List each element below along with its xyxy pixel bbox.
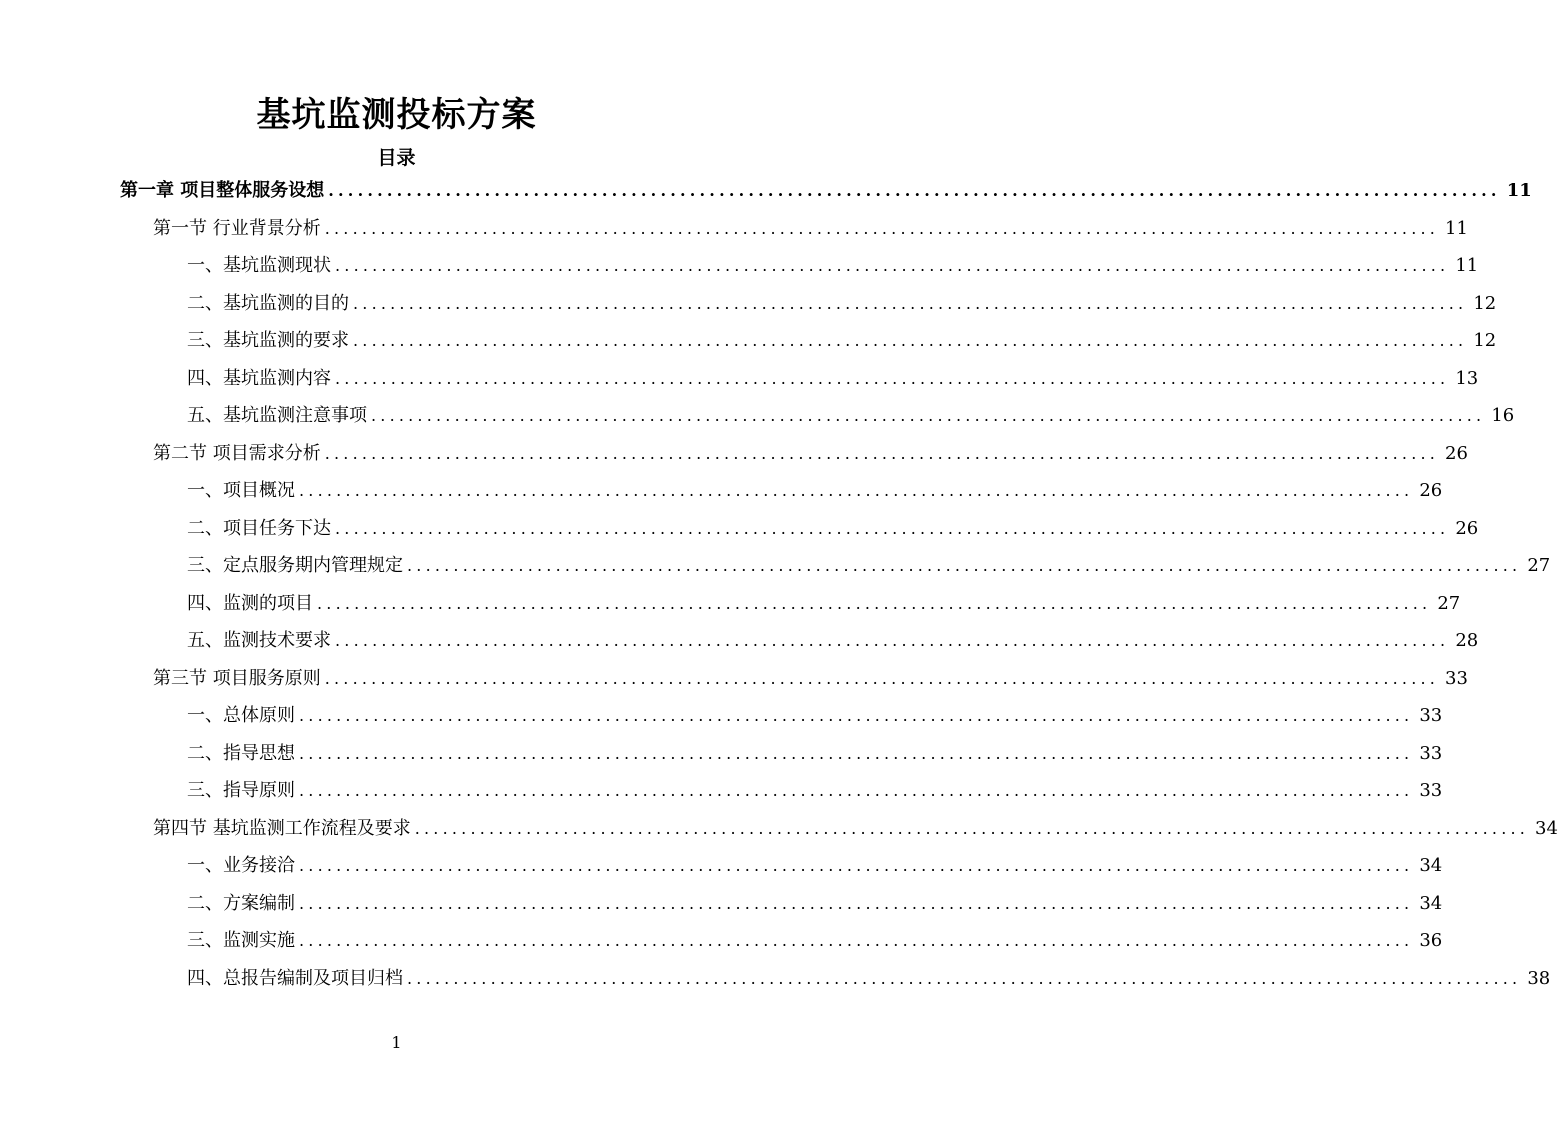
toc-entry[interactable] [187, 850, 1443, 882]
toc-entry[interactable] [187, 625, 1479, 657]
toc-entry-label: 四、总报告编制及项目归档 [187, 967, 403, 989]
toc-dot-leader: ........................................................................................................................ [335, 518, 1450, 538]
toc-entry-label: 五、基坑监测注意事项 [187, 405, 367, 426]
toc-entry-label: 一、基坑监测现状 [187, 255, 331, 276]
toc-entry[interactable] [187, 963, 1551, 995]
toc-dot-leader: ........................................................................................................................ [335, 631, 1450, 650]
toc-entry-label: 一、业务接洽 [187, 855, 295, 876]
toc-dot-leader: ........................................................................................................................ [371, 406, 1486, 425]
toc-entry[interactable] [187, 513, 1479, 545]
toc-dot-leader: ........................................................................................................................ [299, 931, 1414, 950]
toc-entry[interactable] [153, 813, 1558, 845]
toc-entry-page: 34 [1419, 892, 1443, 914]
toc-entry-page: 27 [1527, 555, 1551, 576]
toc-dot-leader: ........................................................................................................................ [414, 818, 1530, 838]
toc-dot-leader: ........................................................................................................................ [299, 893, 1414, 913]
toc-entry-label: 一、项目概况 [187, 480, 295, 501]
toc-entry-label: 二、方案编制 [187, 892, 295, 914]
toc-dot-leader: ........................................................................................................................ [299, 481, 1414, 500]
toc-entry-label: 二、基坑监测的目的 [187, 292, 349, 314]
toc-entry[interactable] [187, 250, 1479, 282]
page-title: 基坑监测投标方案 [256, 95, 537, 135]
toc-dot-leader: ........................................................................................................................ [328, 181, 1501, 200]
toc-entry-label: 第一节 行业背景分析 [153, 217, 321, 239]
toc-entry[interactable] [187, 888, 1443, 920]
toc-entry-page: 38 [1527, 967, 1551, 989]
toc-entry-page: 33 [1419, 705, 1443, 726]
toc-entry-label: 五、监测技术要求 [187, 630, 331, 651]
toc-entry-page: 28 [1455, 630, 1479, 651]
toc-entry-label: 二、项目任务下达 [187, 517, 331, 539]
toc-dot-leader: ........................................................................................................................ [335, 368, 1450, 388]
toc-entry-page: 16 [1491, 405, 1515, 426]
toc-dot-leader: ........................................................................................................................ [324, 443, 1440, 463]
toc-entry-label: 三、指导原则 [187, 780, 295, 801]
toc-entry-label: 一、总体原则 [187, 705, 295, 726]
toc-entry[interactable] [187, 475, 1443, 507]
toc-entry-label: 二、指导思想 [187, 742, 295, 764]
toc-dot-leader: ........................................................................................................................ [407, 968, 1522, 988]
toc-entry[interactable] [153, 438, 1468, 470]
toc-entry-label: 第四节 基坑监测工作流程及要求 [153, 817, 411, 839]
toc-entry-label: 第一章 项目整体服务设想 [120, 180, 325, 201]
toc-entry-label: 三、基坑监测的要求 [187, 330, 349, 351]
toc-entry-label: 四、监测的项目 [187, 592, 313, 614]
toc-entry[interactable] [187, 775, 1443, 807]
toc-dot-leader: ........................................................................................................................ [299, 706, 1414, 725]
toc-entry[interactable] [187, 288, 1497, 320]
toc-entry-label: 四、基坑监测内容 [187, 367, 331, 389]
toc-dot-leader: ........................................................................................................................ [299, 743, 1414, 763]
toc-entry-label: 第三节 项目服务原则 [153, 667, 321, 689]
toc-entry[interactable] [187, 363, 1479, 395]
toc-dot-leader: ........................................................................................................................ [407, 556, 1522, 575]
toc-dot-leader: ........................................................................................................................ [353, 293, 1468, 313]
toc-entry-page: 11 [1445, 217, 1468, 239]
toc-entry-page: 11 [1455, 255, 1479, 276]
toc-dot-leader: ........................................................................................................................ [299, 856, 1414, 875]
toc-entry[interactable] [187, 400, 1515, 432]
toc-entry-page: 12 [1473, 330, 1497, 351]
toc-heading: 目录 [377, 147, 416, 169]
toc-dot-leader: ........................................................................................................................ [335, 256, 1450, 275]
toc-entry-label: 第二节 项目需求分析 [153, 442, 321, 464]
toc-entry-label: 三、定点服务期内管理规定 [187, 555, 403, 576]
toc-entry[interactable] [153, 213, 1468, 245]
toc-entry-page: 27 [1437, 592, 1461, 614]
toc-entry-label: 三、监测实施 [187, 930, 295, 951]
toc-entry-page: 11 [1506, 180, 1532, 201]
toc-entry-page: 34 [1419, 855, 1443, 876]
toc-dot-leader: ........................................................................................................................ [324, 218, 1440, 238]
toc-entry-page: 26 [1455, 517, 1479, 539]
toc-entry-page: 13 [1455, 367, 1479, 389]
toc-entry[interactable] [120, 175, 1532, 207]
toc-dot-leader: ........................................................................................................................ [324, 668, 1440, 688]
toc-entry-page: 26 [1445, 442, 1468, 464]
toc-dot-leader: ........................................................................................................................ [353, 331, 1468, 350]
toc-entry[interactable] [187, 325, 1497, 357]
toc-entry-page: 33 [1419, 780, 1443, 801]
toc-dot-leader: ........................................................................................................................ [299, 781, 1414, 800]
toc-entry[interactable] [187, 925, 1443, 957]
toc-entry[interactable] [187, 738, 1443, 770]
toc-entry-page: 26 [1419, 480, 1443, 501]
toc-entry-page: 36 [1419, 930, 1443, 951]
toc-entry-page: 33 [1445, 667, 1468, 689]
toc-entry[interactable] [187, 588, 1461, 620]
toc-entry[interactable] [187, 550, 1551, 582]
toc-entry[interactable] [187, 700, 1443, 732]
toc-entry-page: 33 [1419, 742, 1443, 764]
page-number: 1 [391, 1033, 402, 1052]
toc-entry-page: 12 [1473, 292, 1497, 314]
toc-entry[interactable] [153, 663, 1468, 695]
toc-entry-page: 34 [1535, 817, 1558, 839]
toc-dot-leader: ........................................................................................................................ [317, 593, 1432, 613]
